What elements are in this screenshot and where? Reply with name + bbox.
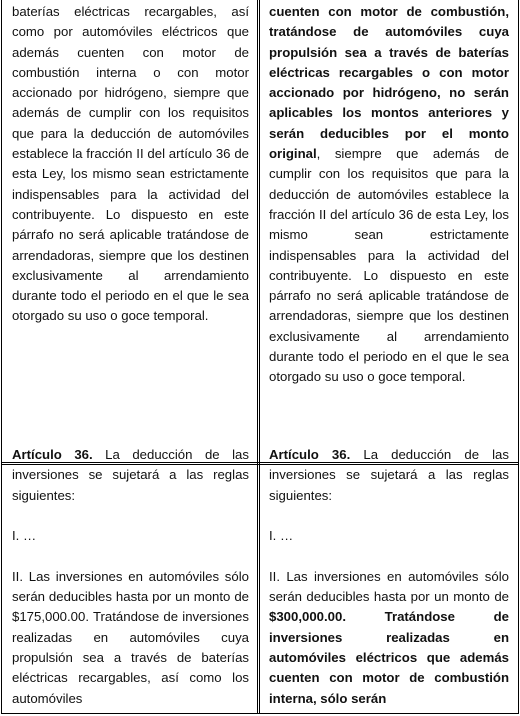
fraction-ii xyxy=(269,567,509,709)
amended-bold-text: cuenten con motor de combustión, tratándose de automóviles cuya propulsión sea a través de baterías eléctricas recargables o con motor accionado por hidrógeno, no serán aplicables los montos anteriores y serán deducibles por el monto original xyxy=(269,4,509,162)
fraction-i: I. … xyxy=(269,528,294,544)
column-divider xyxy=(257,0,260,713)
amount-bold: $300,000.00 xyxy=(269,609,343,625)
paragraph: baterías eléctricas recargables, así como por automóviles eléctricos que además cuenten con motor de combustión interna o con motor accionado por hidrógeno, siempre que además de cumplir con los requisitos que para la deducción de automóviles establece la fracción II del artículo 36 de esta Ley, los mismo sean estrictamente indispensables para la actividad del contribuyente. Lo dispuesto en este párrafo no será aplicable tratándose de arrendadoras, siempre que los destinen exclusivamente al arrendamiento durante todo el periodo en el que le sea otorgado su uso o goce temporal. xyxy=(12,4,249,324)
article-intro xyxy=(269,445,509,506)
cell-current-text-continuation xyxy=(12,2,249,327)
comparison-table xyxy=(1,0,519,714)
paragraph-text: , siempre que además de cumplir con los requisitos que para la deducción de automóviles establece la fracción II del artículo 36 de esta Ley, los mismo sean estrictamente indispensables para la actividad del contribuyente. Lo dispuesto en este párrafo no será aplicable tratándose de arrendadoras, siempre que los destinen exclusivamente al arrendamiento durante todo el periodo en el que le sea otorgado su uso o goce temporal. xyxy=(269,146,509,385)
article-intro-text: La deducción de las inversiones se sujetará a las reglas siguientes: xyxy=(269,447,509,503)
fraction-i: I. … xyxy=(12,528,37,544)
article-intro xyxy=(12,445,249,506)
cell-proposed-text-continuation xyxy=(269,2,509,388)
paragraph xyxy=(269,2,509,388)
article-intro-text: La deducción de las inversiones se sujetará a las reglas siguientes: xyxy=(12,447,249,503)
article-label: Artículo 36. xyxy=(12,447,93,462)
fraction-ii: II. Las inversiones en automóviles sólo serán deducibles hasta por un monto de $175,000.00. Tratándose de inversiones realizadas en automóviles cuya propulsión sea a través de baterías eléctricas recargables, así como los automóviles xyxy=(12,568,249,706)
cell-current-article-36 xyxy=(12,445,249,709)
article-label: Artículo 36. xyxy=(269,447,351,462)
amended-bold-text: . Tratándose de inversiones realizadas en automóviles eléctricos que además cuenten con motor de combustión interna, sólo serán xyxy=(269,609,509,706)
fraction-ii-text: II. Las inversiones en automóviles sólo serán deducibles hasta por un monto de xyxy=(269,568,509,605)
cell-proposed-article-36 xyxy=(269,445,509,709)
